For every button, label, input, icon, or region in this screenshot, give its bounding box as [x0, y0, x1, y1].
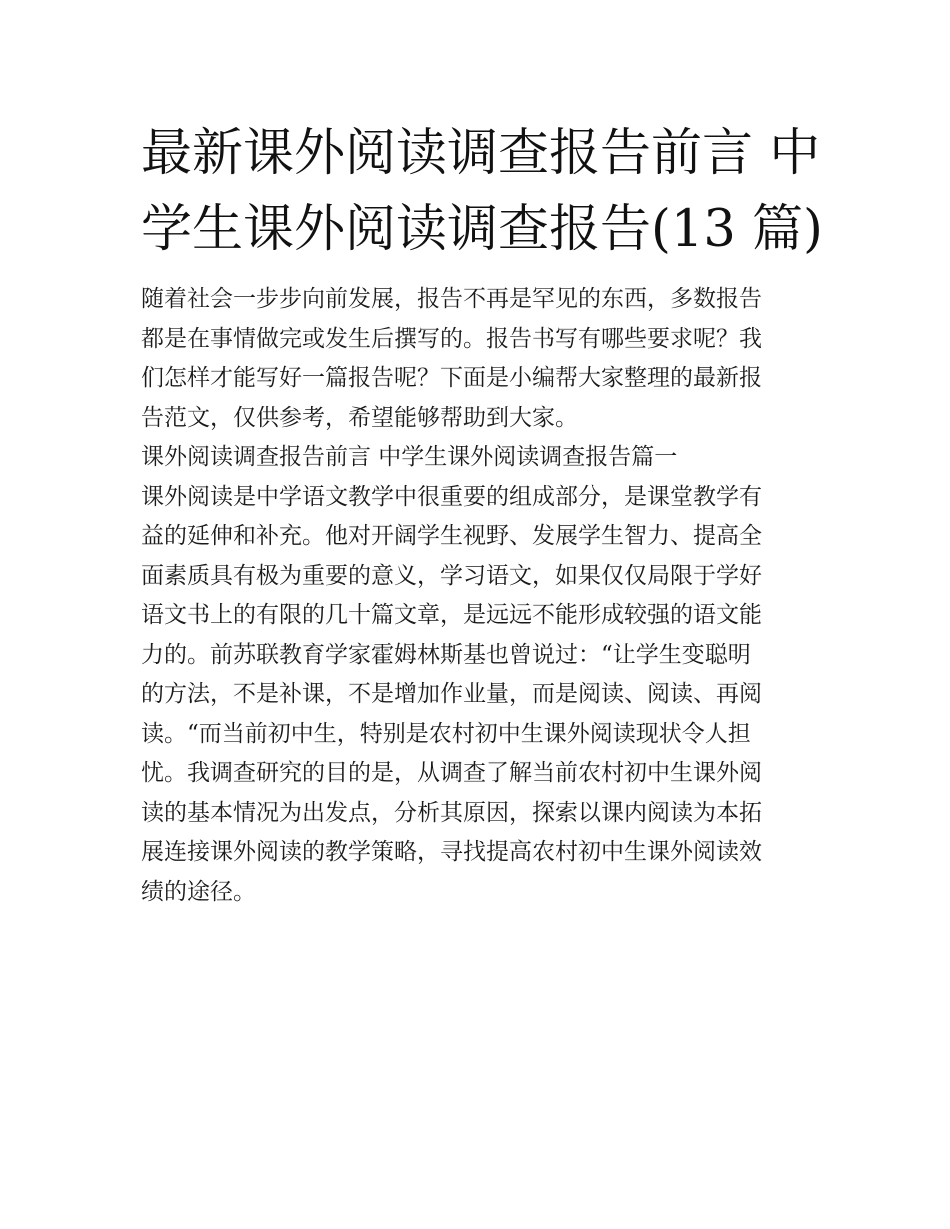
body-line: 力的。前苏联教育学家霍姆林斯基也曾说过：“让学生变聪明	[141, 641, 751, 668]
body-line: 益的延伸和补充。他对开阔学生视野、发展学生智力、提高全	[141, 523, 762, 549]
intro-line: 都是在事情做完或发生后撰写的。报告书写有哪些要求呢？我	[141, 325, 762, 352]
body-line: 面素质具有极为重要的意义，学习语文，如果仅仅局限于学好	[141, 562, 762, 589]
body-paragraph	[141, 478, 811, 913]
section-heading-text: 课外阅读调查报告前言 中学生课外阅读调查报告篇一	[141, 444, 678, 470]
body-line: 展连接课外阅读的教学策略，寻找提高农村初中生课外阅读效	[141, 839, 762, 865]
body-line: 忧。我调查研究的目的是，从调查了解当前农村初中生课外阅	[141, 760, 762, 786]
intro-line: 随着社会一步步向前发展，报告不再是罕见的东西，多数报告	[141, 286, 762, 312]
intro-line: 告范文，仅供参考，希望能够帮助到大家。	[141, 404, 578, 431]
body-line: 语文书上的有限的几十篇文章，是远远不能形成较强的语文能	[141, 602, 762, 628]
document-content	[141, 116, 823, 912]
body-line: 读。“而当前初中生，特别是农村初中生课外阅读现状令人担	[141, 720, 751, 747]
title-line: 最新课外阅读调查报告前言 中	[141, 124, 821, 183]
intro-line: 们怎样才能写好一篇报告呢？下面是小编帮大家整理的最新报	[141, 365, 762, 391]
body-line: 读的基本情况为出发点，分析其原因，探索以课内阅读为本拓	[141, 799, 762, 826]
title-line: 学生课外阅读调查报告(13 篇)	[141, 200, 823, 259]
body-line: 的方法，不是补课，不是增加作业量，而是阅读、阅读、再阅	[141, 681, 762, 707]
body-line: 绩的途径。	[141, 878, 256, 905]
document-title	[141, 116, 823, 268]
body-line: 课外阅读是中学语文教学中很重要的组成部分，是课堂教学有	[141, 483, 762, 510]
section-heading	[141, 438, 811, 478]
intro-paragraph	[141, 280, 811, 438]
